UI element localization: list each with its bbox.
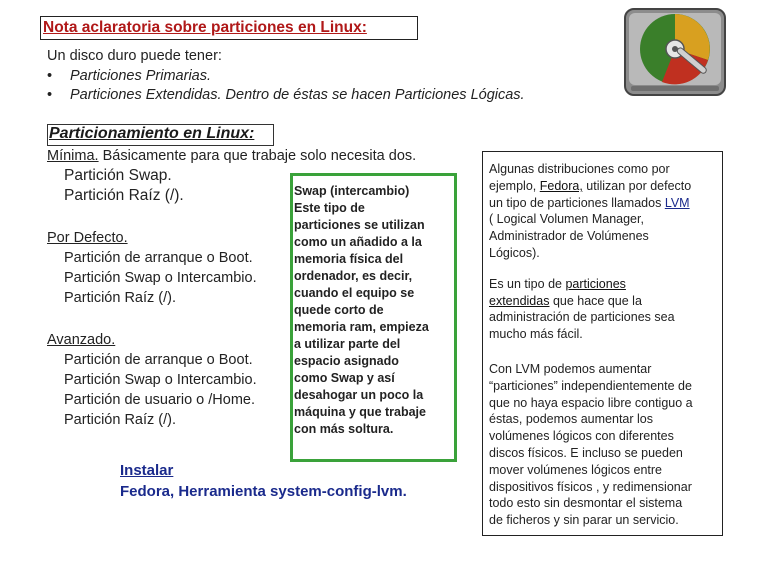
defecto-label: Por Defecto.: [47, 230, 128, 246]
swap-line: particiones se utilizan: [294, 218, 425, 232]
section-heading: Particionamiento en Linux:: [49, 125, 255, 142]
defecto-item: Partición de arranque o Boot.: [64, 250, 253, 266]
install-block: [120, 460, 407, 502]
lvm-paragraph-3: [489, 361, 721, 529]
lvm-line: todo esto sin desmontar el sistema: [489, 496, 683, 511]
lvm-line: [489, 293, 721, 310]
bullet-marker: •: [47, 67, 53, 84]
lvm-line: [489, 276, 721, 293]
swap-line: quede corto de: [294, 303, 384, 317]
swap-line: a utilizar parte del: [294, 337, 401, 351]
minima-item: Partición Raíz (/).: [64, 187, 184, 204]
lvm-text: Es un tipo de: [489, 276, 566, 291]
defecto-item: Partición Raíz (/).: [64, 290, 176, 306]
intro-line: Un disco duro puede tener:: [47, 48, 222, 64]
lvm-line: volúmenes lógicos con diferentes: [489, 429, 674, 444]
lvm-line: administración de particiones sea: [489, 310, 675, 325]
minima-item: Partición Swap.: [64, 167, 172, 184]
fedora-link[interactable]: Fedora,: [539, 178, 583, 193]
lvm-line: mucho más fácil.: [489, 327, 583, 342]
lvm-line: de ficheros y sin parar un servicio.: [489, 513, 679, 528]
install-link[interactable]: Instalar: [120, 462, 174, 479]
minima-line: [47, 146, 416, 166]
minima-label: Mínima.: [47, 148, 99, 164]
lvm-line: Algunas distribuciones como por: [489, 162, 670, 176]
lvm-panel: [489, 161, 721, 529]
avanzado-item: Partición Raíz (/).: [64, 412, 176, 428]
lvm-line: Lógicos).: [489, 245, 540, 260]
extendidas-link[interactable]: extendidas: [489, 293, 550, 308]
lvm-line: dispositivos físicos , y redimensionar: [489, 479, 692, 494]
swap-line: Swap (intercambio): [294, 184, 410, 198]
lvm-paragraph-1: [489, 161, 721, 262]
lvm-line: Administrador de Volúmenes: [489, 229, 649, 244]
lvm-line: discos físicos. E incluso se pueden: [489, 445, 683, 460]
lvm-line: Con LVM podemos aumentar: [489, 361, 652, 376]
swap-line: Este tipo de: [294, 201, 365, 215]
lvm-text: ejemplo,: [489, 178, 540, 193]
page-title: Nota aclaratoria sobre particiones en Linux:: [43, 19, 367, 36]
install-text: Fedora, Herramienta system-config-lvm.: [120, 483, 407, 500]
lvm-text: que hace que la: [549, 293, 642, 308]
extendidas-link[interactable]: particiones: [565, 276, 626, 291]
lvm-line: que no haya espacio libre contiguo a: [489, 395, 693, 410]
lvm-link[interactable]: LVM: [664, 195, 690, 210]
swap-line: cuando el equipo se: [294, 286, 415, 300]
lvm-line: [489, 195, 721, 212]
bullet-text: Particiones Primarias.: [70, 67, 212, 84]
avanzado-item: Partición de usuario o /Home.: [64, 392, 256, 408]
swap-line: como Swap y así: [294, 371, 395, 385]
avanzado-item: Partición Swap o Intercambio.: [64, 372, 257, 388]
hard-disk-partition-icon: [622, 6, 728, 103]
lvm-line: ( Logical Volumen Manager,: [489, 212, 644, 227]
bullet-marker: •: [47, 87, 53, 103]
swap-callout: [294, 183, 454, 438]
lvm-text: utilizan por defecto: [582, 178, 692, 193]
bullet-primarias: [47, 67, 525, 87]
swap-line: espacio asignado: [294, 354, 399, 368]
defecto-item: Partición Swap o Intercambio.: [64, 270, 257, 286]
swap-line: memoria ram, empieza: [294, 320, 429, 334]
swap-line: ordenador, es decir,: [294, 269, 413, 283]
swap-line: máquina y que trabaje: [294, 405, 426, 419]
bullet-text: Particiones Extendidas. Dentro de éstas se hacen Particiones Lógicas.: [70, 87, 525, 103]
bullet-extendidas: [47, 86, 525, 106]
avanzado-label: Avanzado.: [47, 332, 116, 348]
lvm-line: [489, 178, 721, 195]
avanzado-item: Partición de arranque o Boot.: [64, 352, 253, 368]
swap-line: memoria física del: [294, 252, 404, 266]
lvm-text: un tipo de particiones llamados: [489, 195, 665, 210]
swap-line: con más soltura.: [294, 422, 394, 436]
minima-text: Básicamente para que trabaje solo necesita dos.: [98, 148, 417, 164]
swap-line: desahogar un poco la: [294, 388, 424, 402]
lvm-line: mover volúmenes lógicos entre: [489, 462, 662, 477]
intro-block: [47, 47, 525, 106]
lvm-paragraph-2: [489, 276, 721, 343]
lvm-line: “particiones” independientemente de: [489, 378, 692, 393]
lvm-line: éstas, podemos aumentar los: [489, 412, 653, 427]
swap-line: como un añadido a la: [294, 235, 422, 249]
